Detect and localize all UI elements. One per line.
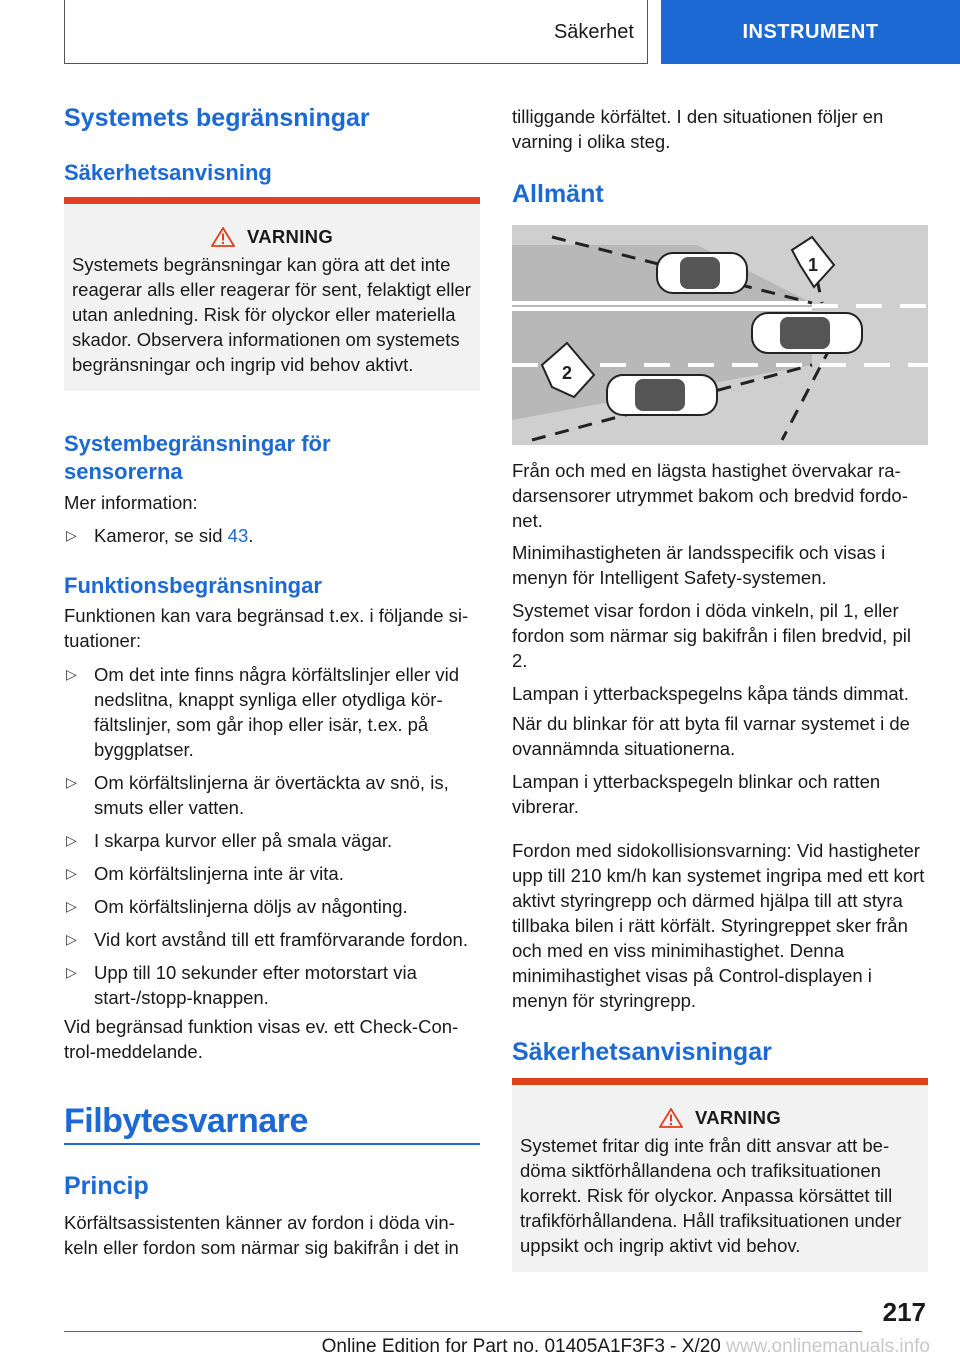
section-title: Systemets begränsningar (64, 104, 370, 132)
sensors-heading (64, 430, 331, 486)
lane-change-figure (512, 225, 928, 445)
sensor-list (64, 523, 480, 548)
principle-text: Körfältsassistenten känner av fordon i döda vinkeln eller fordon som närmar sig bakifrån i det in (64, 1212, 459, 1258)
check-control-text: Vid begränsad funktion visas ev. ett Check-Control-meddelande. (64, 1016, 459, 1062)
list-item (64, 523, 480, 548)
list-item (64, 927, 480, 952)
chapter-title: Filbytesvarnare (64, 1102, 308, 1140)
warning-text: Systemets begränsningar kan göra att det inte reagerar alls eller reagerar för sent, felaktigt eller utan anledning. Risk för olyckor eller materiella skador. Observera informationen om systemets begränsningar och ingrip vid behov aktivt. (72, 254, 471, 375)
principle-continued: tilliggande körfältet. I den situationen följer en varning i olika steg. (512, 106, 884, 152)
list-item-text: I skarpa kurvor eller på smala vägar. (94, 830, 393, 851)
warning-triangle-icon (211, 227, 235, 247)
list-item-text: Kameror, se sid (94, 525, 228, 546)
list-item (64, 662, 480, 762)
list-item-punct: . (248, 525, 254, 546)
footer (0, 1336, 930, 1358)
warning-text: Systemet fritar dig inte från ditt ansvar att bedöma siktförhållandena och trafiksituationen korrekt. Risk för olyckor. Anpassa körsättet till trafikförhållandena. Håll trafiksituationen under uppsikt och ingrip aktivt vid behov. (520, 1135, 902, 1256)
paragraph: Systemet visar fordon i döda vinkeln, pil 1, eller fordon som närmar sig bakifrån i filen bredvid, pil 2. (512, 600, 911, 671)
tab-instrument[interactable]: INSTRUMENT (661, 0, 960, 64)
bullet-triangle-icon: ▷ (66, 666, 77, 682)
car-icon (657, 253, 747, 293)
principle-heading: Princip (64, 1172, 149, 1200)
edition-text: Online Edition for Part no. 01405A1F3F3 - X/20 (321, 1336, 721, 1357)
footer-rule (64, 1331, 862, 1332)
page-number: 217 (882, 1297, 926, 1327)
safety-heading: Säkerhetsanvisningar (512, 1038, 772, 1066)
header-section-title: Säkerhet (553, 20, 634, 43)
function-heading: Funktionsbegränsningar (64, 573, 322, 598)
function-list (64, 662, 480, 1010)
figure-label-2: 2 (562, 363, 573, 383)
paragraph: Fordon med sidokollisionsvarning: Vid hastigheter upp till 210 km/h kan systemet ingripa med ett kort aktivt styringrepp och därmed hjälpa till att styra tillbaka bilen i rätt körfält. Styringreppet sker från och med en viss minimihastighet. Denna minimihastighet visas på Control-displayen i menyn för styringrepp. (512, 840, 925, 1011)
list-item (64, 861, 480, 886)
list-item (64, 828, 480, 853)
bullet-triangle-icon: ▷ (66, 964, 77, 980)
figure-label-1: 1 (808, 255, 819, 275)
warning-label: VARNING (246, 226, 334, 247)
sensors-heading-line1: Systembegränsningar för (64, 431, 331, 456)
paragraph: När du blinkar för att byta fil varnar systemet i de ovannämnda situationerna. (512, 713, 910, 759)
list-item (64, 960, 480, 1010)
warning-label: VARNING (694, 1107, 782, 1128)
list-item-text: Om det inte finns några körfältslinjer eller vid nedslitna, knappt synliga eller otydliga körfältslinjer, som går ihop eller isär, t.ex. på byggplatser. (94, 664, 460, 760)
bullet-triangle-icon: ▷ (66, 774, 77, 790)
chapter-rule (64, 1143, 480, 1145)
bullet-triangle-icon: ▷ (66, 931, 77, 947)
general-heading: Allmänt (512, 180, 604, 208)
list-item-text: Vid kort avstånd till ett framförvarande fordon. (94, 929, 468, 950)
paragraph: Minimihastigheten är landsspecifik och visas i menyn för Intelligent Safety-systemen. (512, 542, 886, 588)
paragraph: Från och med en lägsta hastighet övervakar radarsensorer utrymmet bakom och bredvid fordonet. (512, 460, 908, 531)
car-icon (607, 375, 717, 415)
more-info-text: Mer information: (64, 492, 198, 513)
bullet-triangle-icon: ▷ (66, 898, 77, 914)
warning-title (520, 1107, 920, 1129)
paragraph: Lampan i ytterbackspegeln blinkar och ratten vibrerar. (512, 771, 881, 817)
list-item (64, 894, 480, 919)
car-icon (752, 313, 862, 353)
bullet-triangle-icon: ▷ (66, 832, 77, 848)
list-item-text: Upp till 10 sekunder efter motorstart via start-/stopp-knappen. (94, 962, 417, 1008)
page-link-43[interactable]: 43 (227, 525, 249, 546)
warning-title (72, 226, 472, 248)
lane-change-illustration (512, 225, 928, 445)
sensors-heading-line2: sensorerna (64, 459, 183, 484)
function-intro: Funktionen kan vara begränsad t.ex. i följande situationer: (64, 605, 469, 651)
bullet-triangle-icon: ▷ (66, 865, 77, 881)
list-item (64, 770, 480, 820)
watermark-text: www.onlinemanuals.info (726, 1336, 930, 1357)
bullet-triangle-icon: ▷ (66, 527, 77, 543)
warning-box (512, 1078, 928, 1272)
warning-box (64, 197, 480, 391)
list-item-text: Om körfältslinjerna döljs av någonting. (94, 896, 408, 917)
list-item-text: Om körfältslinjerna är övertäckta av snö, is, smuts eller vatten. (94, 772, 449, 818)
paragraph: Lampan i ytterbackspegelns kåpa tänds dimmat. (512, 683, 909, 704)
safety-subtitle: Säkerhetsanvisning (64, 160, 272, 185)
list-item-text: Om körfältslinjerna inte är vita. (94, 863, 344, 884)
warning-triangle-icon (659, 1108, 683, 1128)
